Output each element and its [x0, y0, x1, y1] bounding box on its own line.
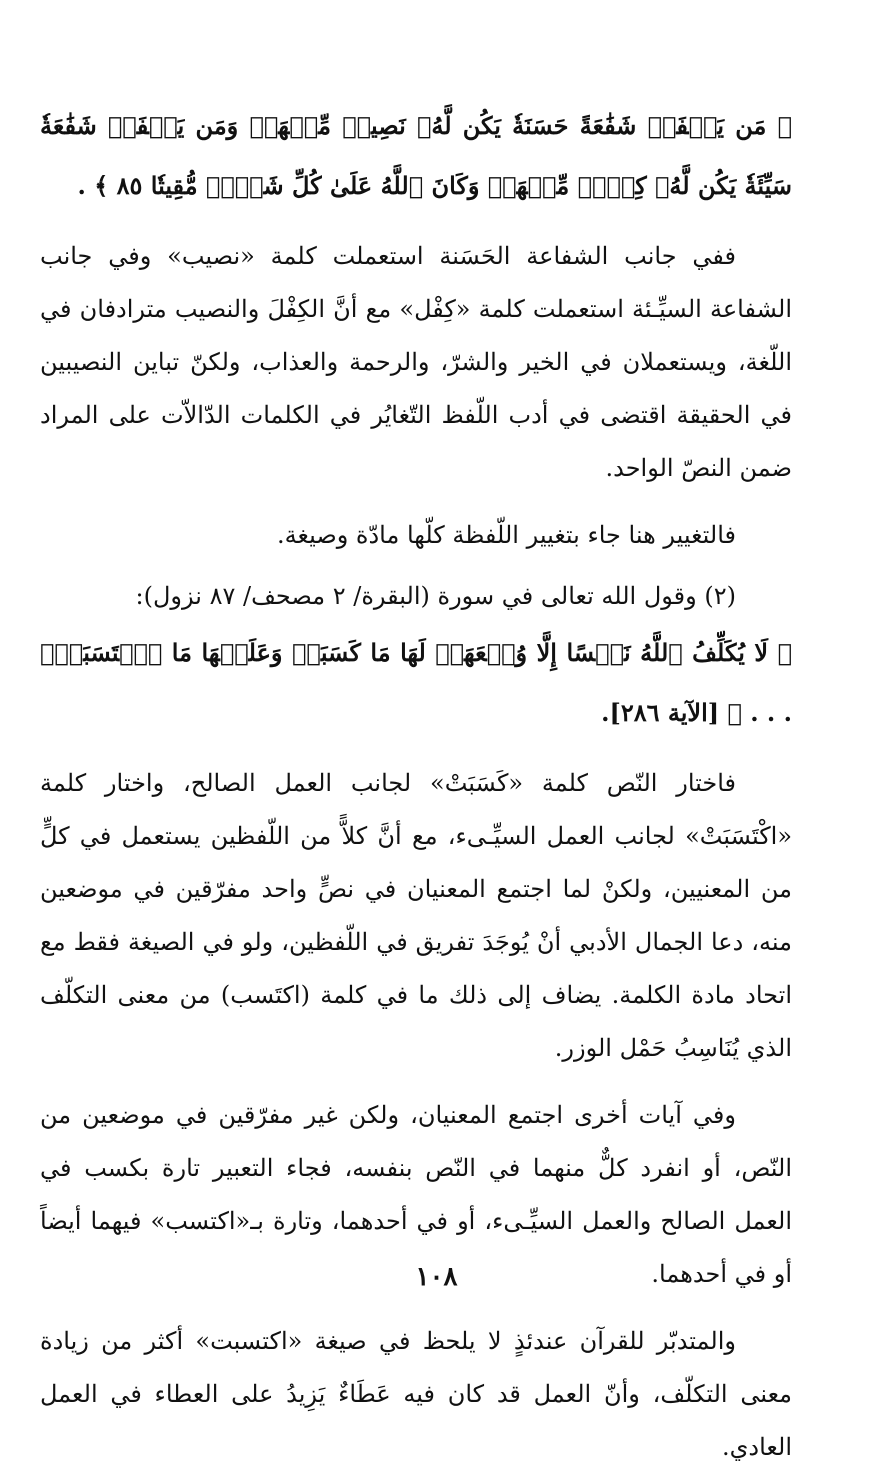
paragraph-conclusion: والمتدبّر للقرآن عندئذٍ لا يلحظ في صيغة «اكتسبت» أكثر من زيادة معنى التكلّف، وأنّ العمل قد كان فيه عَطَاءٌ يَزِيدُ على العطاء في العمل العادي. — [40, 1327, 792, 1461]
paragraph-word-change: فالتغيير هنا جاء بتغيير اللّفظة كلّها مادّة وصيغة. — [277, 521, 736, 549]
page-number: ١٠٨ — [415, 1262, 458, 1292]
paragraph-kasabat: فاختار النّص كلمة «كَسَبَتْ» لجانب العمل الصالح، واختار كلمة «اكْتَسَبَتْ» لجانب العمل السيِّـىء، مع أنَّ كلاًّ من اللّفظين يستعمل في كلٍّ من المعنيين، ولكنْ لما اجتمع المعنيان في نصٍّ واحد مفرّقين في موضعين منه، دعا الجمال الأدبي أنْ يُوجَدَ تفريق في اللّفظين، ولو في الصيغة فقط مع اتحاد مادة الكلمة. يضاف إلى ذلك ما في كلمة (اكتَسب) من معنى التكلّف الذي يُنَاسِبُ حَمْل الوزر. — [40, 769, 792, 1062]
quran-verse-baqara-286: ﴿ لَا يُكَلِّفُ ٱللَّهُ نَفۡسًا إِلَّا وُسۡعَهَاۚ لَهَا مَا كَسَبَتۡ وَعَلَيۡهَا مَا ٱكۡتَسَبَتۡۗ . . . ﴾ [الآية ٢٨٦]. — [40, 638, 792, 727]
paragraph-shafaa: ففي جانب الشفاعة الحَسَنة استعملت كلمة «نصيب» وفي جانب الشفاعة السيِّـئة استعملت كلمة «كِفْل» مع أنَّ الكِفْلَ والنصيب مترادفان في اللّغة، ويستعملان في الخير والشرّ، والرحمة والعذاب، ولكنّ تباين النصيبين في الحقيقة اقتضى في أدب اللّفظ التّغايُر في الكلمات الدّالاّت على المراد ضمن النصّ الواحد. — [40, 242, 793, 482]
paragraph-example-2-intro: (٢) وقول الله تعالى في سورة (البقرة/ ٢ مصحف/ ٨٧ نزول): — [135, 582, 736, 610]
quran-verse-nisa-85: ﴿ مَن يَشۡفَعۡ شَفَٰعَةً حَسَنَةٗ يَكُن لَّهُۥ نَصِيبٞ مِّنۡهَاۖ وَمَن يَشۡفَعۡ شَفَٰعَةٗ سَيِّئَةٗ يَكُن لَّهُۥ كِفۡلٞ مِّنۡهَاۗ وَكَانَ ٱللَّهُ عَلَىٰ كُلِّ شَيۡءٖ مُّقِيتٗا ٨٥ ﴾ . — [40, 111, 793, 200]
paragraph-other-verses: وفي آيات أخرى اجتمع المعنيان، ولكن غير مفرّقين في موضعين من النّص، أو انفرد كلٌّ منهما في النّص بنفسه، فجاء التعبير تارة بكسب في العمل الصالح والعمل السيِّـىء، أو في أحدهما، وتارة بـ«اكتسب» فيهما أيضاً أو في أحدهما. — [40, 1101, 792, 1288]
